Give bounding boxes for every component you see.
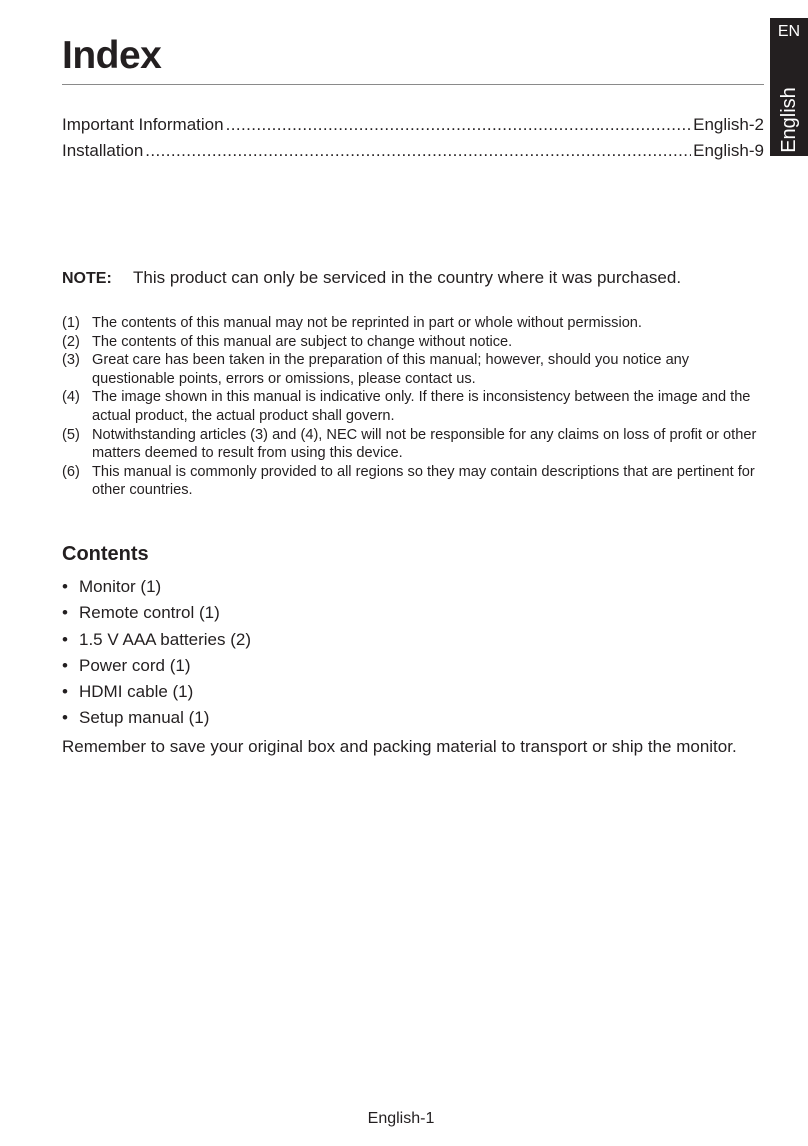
bullet: • [62,682,68,702]
disclaimer-item [62,333,762,352]
list-item-text: Remote control (1) [79,603,220,623]
list-item-text: HDMI cable (1) [79,682,194,702]
bullet: • [62,603,68,623]
toc-label: Important Information [62,115,224,134]
disclaimer-item [62,388,762,425]
language-tab [770,18,808,156]
disclaimer-number: (6) [62,463,80,480]
toc-leader-dots [145,140,691,162]
list-item [62,655,251,681]
bullet: • [62,708,68,728]
list-item [62,602,251,628]
list-item-text: Monitor (1) [79,577,162,596]
table-of-contents [62,114,764,166]
note-label: NOTE: [62,270,112,287]
list-item [62,681,251,707]
contents-list [62,576,251,734]
title-divider [62,84,764,85]
disclaimer-list [62,314,762,500]
page-title: Index [62,34,162,77]
disclaimer-number: (1) [62,315,80,331]
disclaimer-item [62,426,762,463]
toc-entry-installation[interactable] [62,140,764,166]
page-footer [0,1108,808,1130]
disclaimer-text: The contents of this manual are subject to change without notice. [92,333,513,350]
list-item-text: Setup manual (1) [79,708,210,728]
list-item-text: Power cord (1) [79,655,191,675]
disclaimer-number: (3) [62,352,80,369]
disclaimer-number: (4) [62,389,80,406]
page-number: English-1 [367,1110,435,1127]
note-text: This product can only be serviced in the country where it was purchased. [133,268,682,287]
list-item [62,629,251,655]
bullet: • [62,629,68,649]
disclaimer-number: (5) [62,426,80,443]
contents-heading: Contents [62,543,149,565]
disclaimer-text: The contents of this manual may not be reprinted in part or whole without permission. [92,315,642,331]
disclaimer-item [62,314,762,333]
disclaimer-item [62,351,762,388]
disclaimer-text: Great care has been taken in the preparation of this manual; however, should you notice any questionable points, errors or omissions, please contact us. [92,352,690,387]
list-item [62,707,251,733]
list-item [62,576,251,602]
disclaimer-text: This manual is commonly provided to all regions so they may contain descriptions that are pertinent for other countries. [92,463,755,499]
disclaimer-item [62,463,762,500]
toc-entry-important-information[interactable] [62,114,764,140]
bullet: • [62,655,68,675]
language-code: EN [777,23,801,40]
language-name: English [778,87,800,153]
disclaimer-text: Notwithstanding articles (3) and (4), NEC will not be responsible for any claims on loss of profit or other matters deemed to result from using this device. [92,426,757,462]
disclaimer-number: (2) [62,333,80,350]
toc-label: Installation [62,141,144,160]
toc-leader-dots [226,114,692,136]
bullet: • [62,577,68,596]
disclaimer-text: The image shown in this manual is indicative only. If there is inconsistency between the image and the actual product, the actual product shall govern. [92,389,751,424]
toc-page-ref: English-9 [693,141,764,160]
toc-page-ref: English-2 [693,115,764,134]
service-note [62,267,681,290]
packing-reminder: Remember to save your original box and packing material to transport or ship the monitor. [62,737,737,756]
list-item-text: 1.5 V AAA batteries (2) [79,629,251,649]
